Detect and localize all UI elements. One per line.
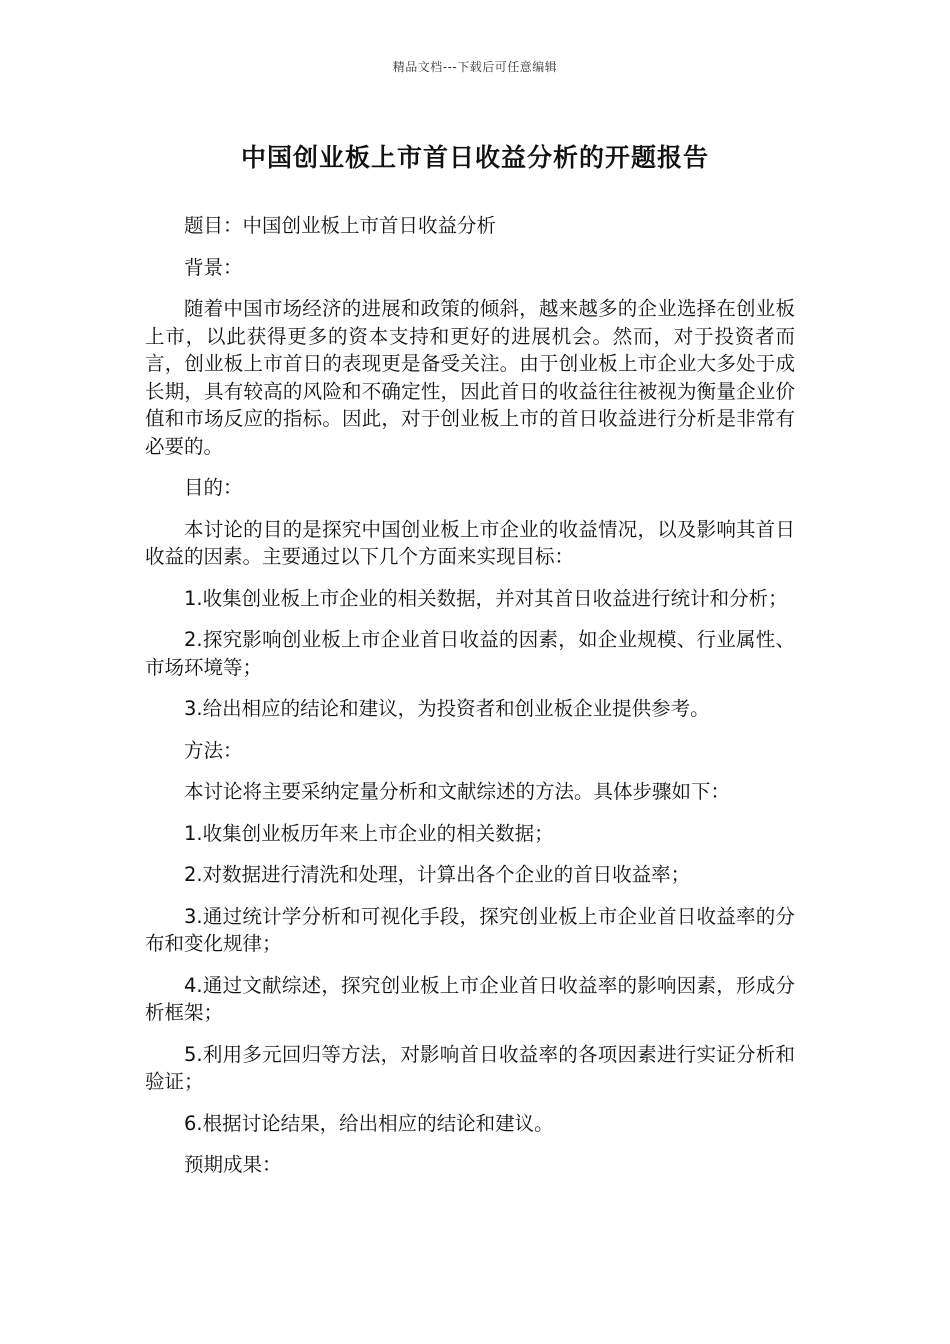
section-heading-background: 背景： bbox=[184, 255, 243, 279]
document-body bbox=[145, 212, 795, 1193]
section-heading-purpose: 目的： bbox=[184, 476, 243, 499]
method-paragraph: 本讨论将主要采纳定量分析和文献综述的方法。具体步骤如下： bbox=[184, 780, 731, 803]
purpose-item-1: 1.收集创业板上市企业的相关数据，并对其首日收益进行统计和分析； bbox=[184, 586, 788, 610]
method-item-4: 4.通过文献综述，探究创业板上市企业首日收益率的影响因素，形成分析框架； bbox=[145, 973, 795, 1024]
section-heading-results: 预期成果： bbox=[184, 1153, 282, 1176]
section-heading-method: 方法： bbox=[184, 738, 243, 762]
purpose-item-2: 2.探究影响创业板上市企业首日收益的因素，如企业规模、行业属性、市场环境等； bbox=[145, 628, 795, 679]
purpose-item-3: 3.给出相应的结论和建议，为投资者和创业板企业提供参考。 bbox=[184, 697, 710, 720]
header-note: 精品文档---下载后可任意编辑 bbox=[392, 60, 558, 74]
method-item-1: 1.收集创业板历年来上市企业的相关数据； bbox=[184, 821, 554, 845]
document-title: 中国创业板上市首日收益分析的开题报告 bbox=[240, 143, 709, 172]
method-item-6: 6.根据讨论结果，给出相应的结论和建议。 bbox=[184, 1111, 554, 1135]
method-item-2: 2.对数据进行清洗和处理，计算出各个企业的首日收益率； bbox=[184, 863, 691, 886]
method-item-3: 3.通过统计学分析和可视化手段，探究创业板上市企业首日收益率的分布和变化规律； bbox=[145, 904, 795, 955]
background-paragraph: 随着中国市场经济的进展和政策的倾斜，越来越多的企业选择在创业板上市，以此获得更多的资本支持和更好的进展机会。然而，对于投资者而言，创业板上市首日的表现更是备受关注。由于创业板上市企业大多处于成长期，具有较高的风险和不确定性，因此首日的收益往往被视为衡量企业价值和市场反应的指标。因此，对于创业板上市的首日收益进行分析是非常有必要的。 bbox=[145, 297, 795, 458]
purpose-paragraph: 本讨论的目的是探究中国创业板上市企业的收益情况，以及影响其首日收益的因素。主要通过以下几个方面来实现目标： bbox=[145, 517, 795, 568]
topic-line: 题目：中国创业板上市首日收益分析 bbox=[184, 214, 497, 237]
method-item-5: 5.利用多元回归等方法，对影响首日收益率的各项因素进行实证分析和验证； bbox=[145, 1042, 795, 1093]
